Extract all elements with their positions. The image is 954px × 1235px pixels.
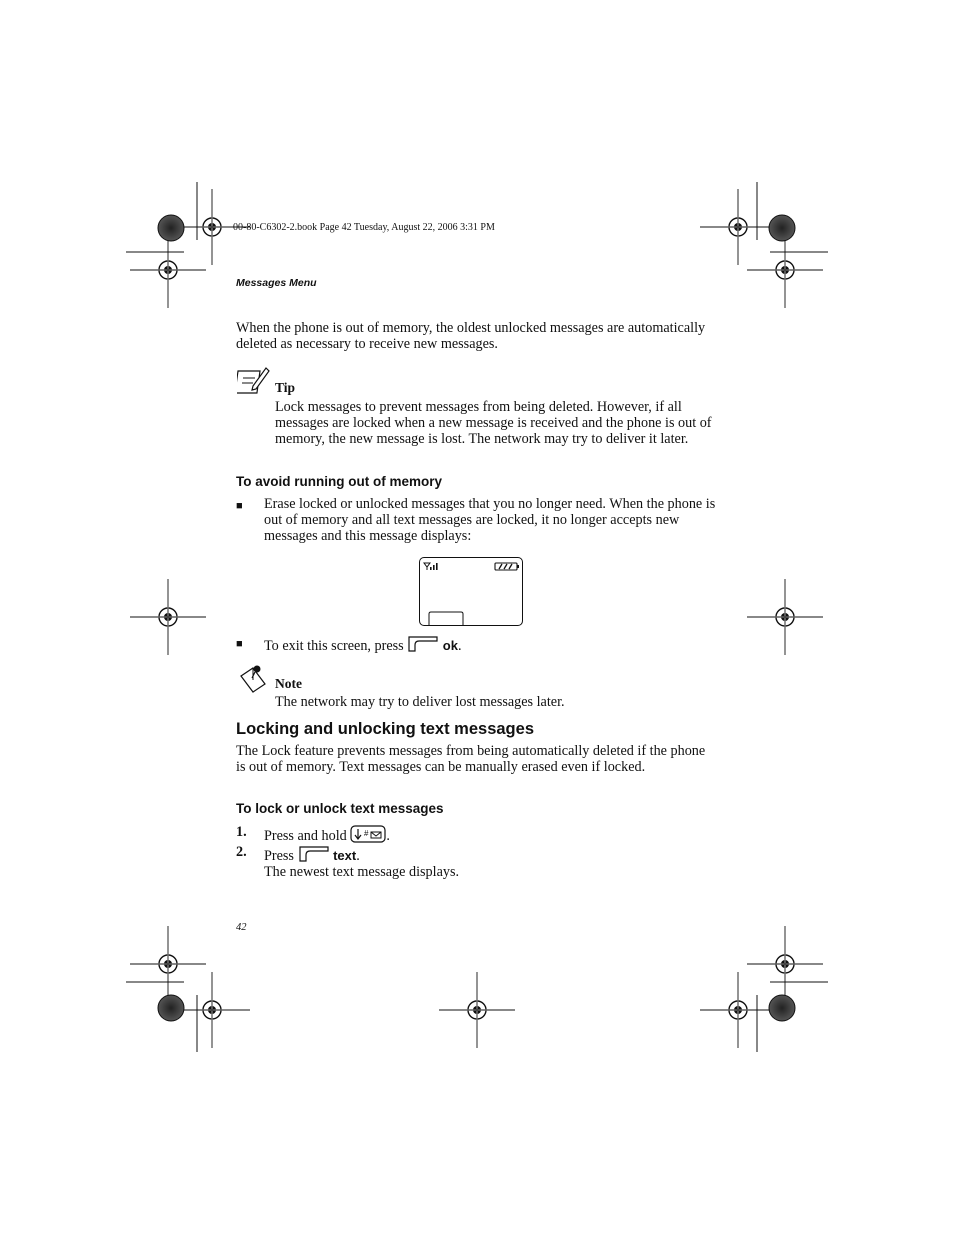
step-1-text: Press and hold # . xyxy=(264,825,390,845)
left-softkey-icon xyxy=(407,635,439,653)
signal-icon xyxy=(424,563,438,570)
star-hash-key-icon xyxy=(350,825,386,843)
step-number: 2. xyxy=(236,844,247,860)
tip-text: Lock messages to prevent messages from being deleted. However, if all messages are locked when a new message is received and the phone is out of memory, the new message is lost. The network may try to deliver it later. xyxy=(275,399,712,447)
memory-heading: To avoid running out of memory xyxy=(236,474,442,489)
lock-heading: Locking and unlocking text messages xyxy=(236,720,534,738)
step-2-text: Press text. xyxy=(264,845,360,865)
bullet-icon: ■ xyxy=(236,500,243,512)
left-softkey-icon xyxy=(298,845,330,863)
bullet-icon: ■ xyxy=(236,638,243,650)
softkey-tab xyxy=(429,612,463,625)
note-text: The network may try to deliver lost messages later. xyxy=(275,694,565,710)
battery-icon xyxy=(495,563,519,570)
text-softkey-label: text xyxy=(333,848,357,863)
bullet-exit-text: To exit this screen, press ok. xyxy=(264,635,461,655)
pushpin-note-icon xyxy=(239,664,269,694)
pencil-notepad-icon xyxy=(237,364,271,396)
step-result-text: The newest text message displays. xyxy=(264,864,460,880)
intro-paragraph: When the phone is out of memory, the oldest unlocked messages are automatically deleted as necessary to receive new messages. xyxy=(236,320,706,352)
phone-screen-illustration xyxy=(419,557,523,626)
lock-intro: The Lock feature prevents messages from being automatically deleted if the phone is out of memory. Text messages can be manually erased even if locked. xyxy=(236,743,706,775)
running-header: Messages Menu xyxy=(236,277,317,289)
tip-label: Tip xyxy=(275,380,296,395)
page-number: 42 xyxy=(236,922,247,933)
svg-text:#: # xyxy=(364,829,369,838)
ok-softkey-label: ok xyxy=(442,638,458,653)
bullet-erase-text: Erase locked or unlocked messages that you no longer need. When the phone is out of memory and all text messages are locked, it no longer accepts new messages and this message displays: xyxy=(264,496,716,544)
print-slug: 00-80-C6302-2.book Page 42 Tuesday, August 22, 2006 3:31 PM xyxy=(233,222,495,233)
note-label: Note xyxy=(275,676,302,691)
lock-subheading: To lock or unlock text messages xyxy=(236,801,444,816)
step-number: 1. xyxy=(236,824,247,840)
